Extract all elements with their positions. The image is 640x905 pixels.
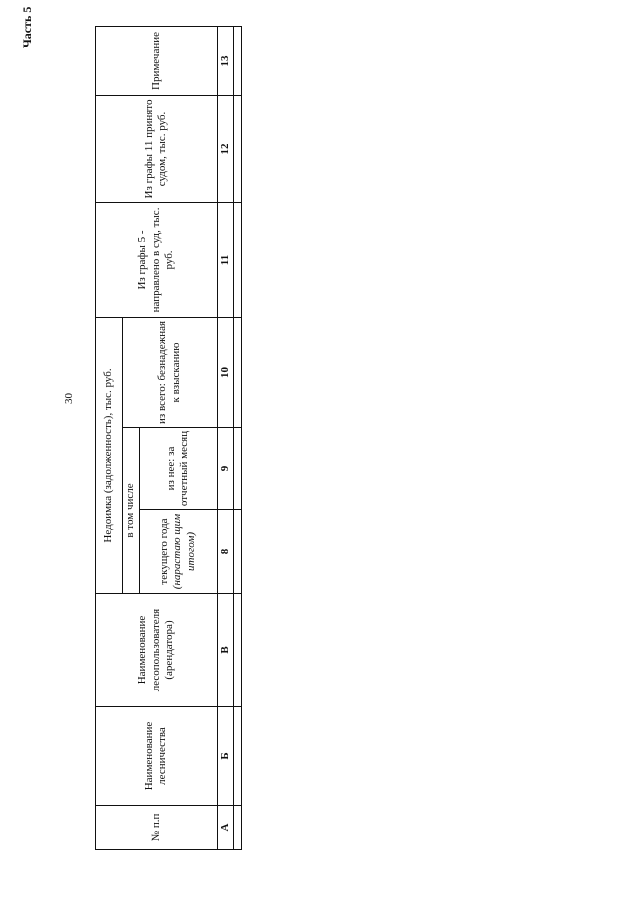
header-no-text: № п.п [149, 813, 162, 842]
header-current-year-text: текущего года [157, 518, 170, 585]
index-cell: 13 [217, 26, 233, 95]
header-cell-to-court [96, 202, 218, 317]
index-cell: В [217, 594, 233, 707]
header-note-text: Примечание [149, 32, 162, 90]
empty-cell [234, 594, 242, 707]
empty-cell [234, 95, 242, 202]
header-including-text: в том числе [124, 483, 137, 538]
index-cell: 8 [217, 510, 233, 594]
header-arrears-text: Недоимка (задолженность), тыс. руб. [102, 368, 115, 543]
empty-cell [234, 202, 242, 317]
index-cell: А [217, 806, 233, 850]
header-cell-accepted [96, 95, 218, 202]
index-cell: 12 [217, 95, 233, 202]
rotated-page [20, 0, 250, 880]
header-cell-no [96, 806, 218, 850]
header-cell-hopeless [123, 317, 217, 427]
header-reporting-month-text: из нее: за отчетный месяц [164, 430, 191, 507]
index-row [217, 26, 233, 849]
page-number: 30 [63, 393, 75, 404]
header-cell-user [96, 594, 218, 707]
header-cell-note [96, 26, 218, 95]
empty-cell [234, 26, 242, 95]
empty-cell [234, 707, 242, 806]
header-hopeless-text: из всего: безнадежная к взысканию [156, 320, 183, 425]
header-forestry-text: Наименование лесничества [142, 721, 169, 791]
header-cell-reporting-month [139, 428, 217, 510]
empty-data-row [234, 26, 242, 849]
report-table [95, 26, 242, 850]
empty-cell [234, 510, 242, 594]
index-cell: Б [217, 707, 233, 806]
header-to-court-text: Из графы 5 - направлено в суд, тыс. руб. [135, 207, 176, 313]
header-user-text: Наименование лесопользователя (арендатора) [135, 608, 176, 692]
header-cell-including [123, 428, 139, 594]
index-cell: 11 [217, 202, 233, 317]
index-cell: 9 [217, 428, 233, 510]
empty-cell [234, 428, 242, 510]
header-current-year-italic-text: (нарастаю щим итогом) [171, 513, 198, 590]
index-cell: 10 [217, 317, 233, 427]
header-cell-current-year [139, 510, 217, 594]
part-label: Часть 5 [20, 6, 34, 48]
header-cell-forestry [96, 707, 218, 806]
header-accepted-text: Из графы 11 принято судом, тыс. руб. [142, 99, 169, 199]
header-cell-arrears [96, 317, 123, 593]
empty-cell [234, 806, 242, 850]
empty-cell [234, 317, 242, 427]
